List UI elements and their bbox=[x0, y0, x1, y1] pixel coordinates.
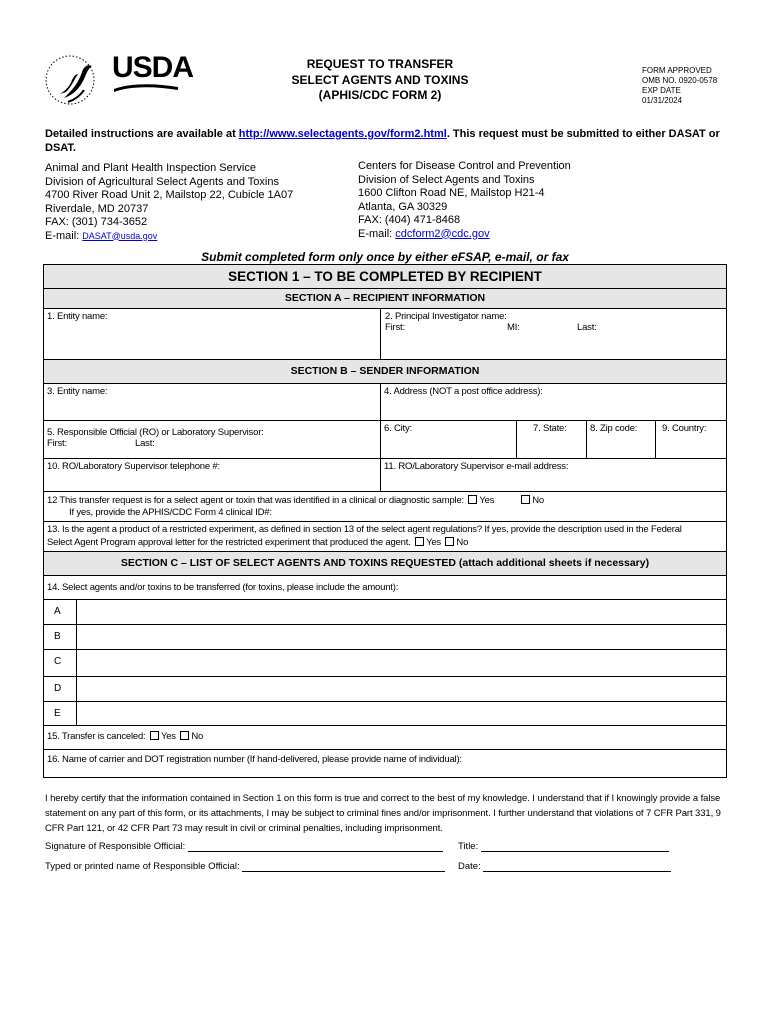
responsible-official-field[interactable] bbox=[44, 421, 380, 458]
country-field[interactable] bbox=[655, 421, 726, 458]
agent-row-letter: E bbox=[44, 702, 77, 725]
field-label: 4. Address (NOT a post office address): bbox=[384, 386, 543, 397]
clinical-sample-question bbox=[44, 492, 726, 521]
carrier-field[interactable] bbox=[44, 750, 726, 777]
usda-logo bbox=[112, 51, 194, 93]
carrier-row bbox=[44, 750, 726, 777]
agent-row-letter: D bbox=[44, 677, 77, 701]
pi-first-label: First: bbox=[385, 322, 405, 333]
checkbox-label: No bbox=[456, 536, 469, 548]
field-label: 3. Entity name: bbox=[47, 386, 108, 397]
date-label: Date: bbox=[458, 861, 481, 872]
typed-name-row bbox=[45, 861, 445, 872]
title-line-3: (APHIS/CDC FORM 2) bbox=[318, 88, 442, 102]
title-label: Title: bbox=[458, 841, 479, 852]
section-a-header: SECTION A – RECIPIENT INFORMATION bbox=[44, 289, 726, 309]
agent-entry-field[interactable] bbox=[77, 625, 726, 649]
email-address-field[interactable] bbox=[380, 459, 726, 491]
agent-row bbox=[44, 650, 726, 677]
sender-entity-row bbox=[44, 384, 726, 421]
city-field[interactable] bbox=[380, 421, 516, 458]
agent-entry-field[interactable] bbox=[77, 650, 726, 676]
pi-last-label: Last: bbox=[577, 322, 597, 333]
restricted-experiment-row bbox=[44, 522, 726, 552]
transfer-canceled-question bbox=[44, 726, 726, 749]
exp-date-label: EXP DATE bbox=[642, 86, 681, 95]
field-label: If yes, provide the APHIS/CDC Form 4 clinical ID#: bbox=[69, 507, 272, 518]
agent-row-letter: C bbox=[44, 650, 77, 676]
state-field[interactable] bbox=[516, 421, 586, 458]
agents-instruction bbox=[44, 576, 726, 599]
checkbox-label: Yes bbox=[426, 536, 441, 548]
signature-line[interactable] bbox=[188, 841, 443, 852]
approval-line: FORM APPROVED bbox=[642, 66, 712, 75]
cdc-fax: FAX: (404) 471-8468 bbox=[358, 214, 461, 226]
agents-instruction-row bbox=[44, 576, 726, 600]
sender-contact-row bbox=[44, 459, 726, 492]
entity-name-sender-field[interactable] bbox=[44, 384, 380, 420]
date-row bbox=[458, 861, 671, 872]
agent-entry-field[interactable] bbox=[77, 702, 726, 725]
agent-row bbox=[44, 625, 726, 650]
agent-row-letter: A bbox=[44, 600, 77, 624]
ro-first-label: First: bbox=[47, 438, 67, 449]
field-label: 16. Name of carrier and DOT registration number (If hand-delivered, please provide name of individual): bbox=[47, 754, 462, 765]
agent-entry-field[interactable] bbox=[77, 677, 726, 701]
field-label: 14. Select agents and/or toxins to be transferred (for toxins, please include the amount): bbox=[47, 582, 399, 593]
typed-name-line[interactable] bbox=[242, 861, 445, 872]
field-label: 13. Is the agent a product of a restricted experiment, as defined in section 13 of the select agent regulations? If yes, provide the description used in the Federal bbox=[47, 524, 682, 535]
field-label: 7. State: bbox=[533, 423, 567, 434]
form-title bbox=[270, 57, 490, 104]
canceled-no-checkbox[interactable] bbox=[180, 731, 189, 740]
instructions-text bbox=[45, 127, 735, 155]
field-label: 12 This transfer request is for a select agent or toxin that was identified in a clinical or diagnostic sample: bbox=[47, 495, 464, 506]
entity-name-recipient-field[interactable] bbox=[44, 309, 380, 359]
address-field[interactable] bbox=[380, 384, 726, 420]
aphis-email-link[interactable]: DASAT@usda.gov bbox=[82, 230, 158, 241]
cdc-city: Atlanta, GA 30329 bbox=[358, 200, 448, 213]
omb-approval-block bbox=[642, 66, 752, 106]
usda-logo-text: USDA bbox=[112, 51, 194, 84]
cdc-address bbox=[358, 160, 658, 241]
cdc-division: Division of Select Agents and Toxins bbox=[358, 173, 535, 186]
agent-row bbox=[44, 702, 726, 726]
pi-mi-label: MI: bbox=[507, 322, 520, 333]
instructions-prefix: Detailed instructions are available at bbox=[45, 128, 239, 140]
checkbox-label: Yes bbox=[479, 495, 495, 506]
cdc-email-link[interactable]: cdcform2@cdc.gov bbox=[395, 227, 490, 240]
checkbox-label: Yes bbox=[160, 731, 176, 742]
checkbox-label: No bbox=[191, 731, 204, 742]
cdc-email-label: E-mail: bbox=[358, 227, 396, 240]
sender-official-row bbox=[44, 421, 726, 459]
section-1-form bbox=[43, 264, 727, 778]
field-label: Select Agent Program approval letter for the restricted experiment that produced the agent. bbox=[47, 536, 411, 548]
agent-row bbox=[44, 600, 726, 625]
field-label: 8. Zip code: bbox=[590, 423, 638, 434]
section-c-header: SECTION C – LIST OF SELECT AGENTS AND TOXINS REQUESTED (attach additional sheets if necessary) bbox=[44, 552, 726, 576]
instructions-suffix: . This request must be submitted to either DASAT or DSAT. bbox=[45, 128, 720, 154]
field-label: 1. Entity name: bbox=[47, 311, 108, 322]
clinical-sample-row bbox=[44, 492, 726, 522]
transfer-canceled-row bbox=[44, 726, 726, 750]
principal-investigator-field[interactable] bbox=[380, 309, 726, 359]
section-b-header: SECTION B – SENDER INFORMATION bbox=[44, 360, 726, 384]
restricted-experiment-question bbox=[44, 522, 726, 551]
title-line-2: SELECT AGENTS AND TOXINS bbox=[291, 72, 469, 87]
aphis-address bbox=[45, 162, 345, 243]
aphis-city: Riverdale, MD 20737 bbox=[45, 202, 149, 215]
agent-row-letter: B bbox=[44, 625, 77, 649]
recipient-row bbox=[44, 309, 726, 360]
checkbox-label: No bbox=[532, 495, 544, 506]
title-line[interactable] bbox=[481, 841, 669, 852]
field-label: 11. RO/Laboratory Supervisor e-mail address: bbox=[384, 461, 569, 472]
title-line-1: REQUEST TO TRANSFER bbox=[306, 57, 454, 71]
cdc-agency: Centers for Disease Control and Prevention bbox=[358, 160, 571, 172]
instructions-link[interactable]: http://www.selectagents.gov/form2.html bbox=[238, 128, 447, 140]
field-label: 2. Principal Investigator name: bbox=[385, 311, 507, 322]
agent-entry-field[interactable] bbox=[77, 600, 726, 624]
typed-name-label: Typed or printed name of Responsible Official: bbox=[45, 861, 240, 872]
canceled-yes-checkbox[interactable] bbox=[150, 731, 159, 740]
agent-row bbox=[44, 677, 726, 702]
section-1-header: SECTION 1 – TO BE COMPLETED BY RECIPIENT bbox=[44, 265, 726, 289]
aphis-fax: FAX: (301) 734-3652 bbox=[45, 216, 148, 228]
submit-note: Submit completed form only once by either eFSAP, e-mail, or fax bbox=[201, 250, 569, 264]
restricted-no-checkbox[interactable] bbox=[445, 537, 454, 546]
aphis-email-label: E-mail: bbox=[45, 229, 83, 242]
exp-date-value: 01/31/2024 bbox=[642, 96, 683, 105]
field-label: 6. City: bbox=[384, 423, 412, 434]
zip-code-field[interactable] bbox=[586, 421, 655, 458]
signature-row bbox=[45, 841, 443, 852]
field-label: 9. Country: bbox=[662, 423, 707, 434]
clinical-yes-checkbox[interactable] bbox=[468, 495, 477, 504]
aphis-agency: Animal and Plant Health Inspection Service bbox=[45, 162, 256, 174]
clinical-no-checkbox[interactable] bbox=[521, 495, 530, 504]
telephone-field[interactable] bbox=[44, 459, 380, 491]
field-label: 5. Responsible Official (RO) or Laboratory Supervisor: bbox=[47, 427, 264, 438]
clinical-id-field[interactable] bbox=[47, 507, 723, 519]
cdc-street: 1600 Clifton Road NE, Mailstop H21-4 bbox=[358, 187, 545, 199]
field-label: 15. Transfer is canceled: bbox=[47, 731, 146, 742]
restricted-yes-checkbox[interactable] bbox=[415, 537, 424, 546]
date-line[interactable] bbox=[483, 861, 671, 872]
signature-label: Signature of Responsible Official: bbox=[45, 841, 186, 852]
omb-number: OMB NO. 0920-0578 bbox=[642, 76, 718, 85]
ro-last-label: Last: bbox=[135, 438, 155, 449]
certification-statement: I hereby certify that the information contained in Section 1 on this form is true and correct to the best of my knowledge. I understand that if I knowingly provide a false statement on any part of this form, or its attachments, I may be subject to criminal fines and/or imprisonment. I further understand that violations of 7 CFR Part 331, 9 CFR Part 121, or 42 CFR Part 73 may result in civil or criminal penalties, including imprisonment. bbox=[45, 793, 721, 834]
aphis-division: Division of Agricultural Select Agents and Toxins bbox=[45, 175, 279, 188]
title-row bbox=[458, 841, 669, 852]
hhs-logo bbox=[42, 50, 102, 110]
aphis-street: 4700 River Road Unit 2, Mailstop 22, Cubicle 1A07 bbox=[45, 189, 294, 201]
field-label: 10. RO/Laboratory Supervisor telephone #: bbox=[47, 461, 220, 472]
